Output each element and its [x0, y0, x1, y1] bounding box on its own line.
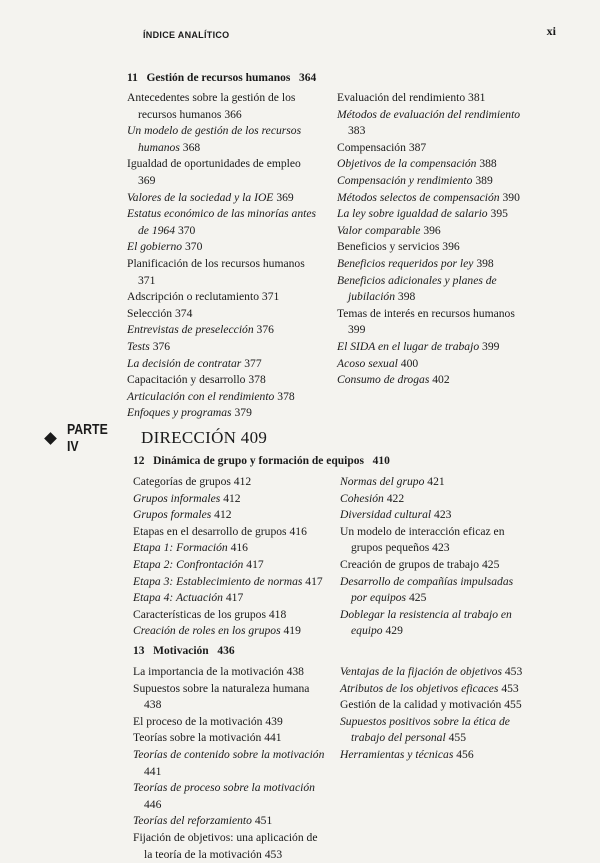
entry-page: 396 [442, 240, 460, 254]
entry-text: Compensación y rendimiento [337, 173, 473, 187]
index-entry [337, 239, 532, 256]
entry-page: 416 [230, 541, 248, 555]
entry-text: Beneficios adicionales y planes de jubilación [337, 273, 497, 304]
entry-page: 429 [385, 624, 403, 638]
entry-text: Estatus económico de las minorías antes de 1964 [127, 207, 317, 237]
entry-text: Evaluación del rendimiento [337, 91, 466, 104]
entry-text: Adscripción o reclutamiento [127, 290, 259, 304]
entry-page: 366 [224, 107, 242, 121]
index-entry [337, 156, 532, 173]
index-entry [340, 491, 532, 508]
entry-text: Teorías de contenido sobre la motivación [133, 747, 325, 761]
entry-page: 376 [152, 339, 171, 353]
ch11-left-column [127, 90, 319, 422]
entry-text: Diversidad cultural [340, 508, 432, 522]
entry-page: 419 [283, 624, 301, 638]
entry-text: Beneficios y servicios [337, 240, 440, 254]
part-label: PARTE IV [67, 421, 108, 455]
entry-text: Características de los grupos [133, 607, 266, 621]
index-entry [127, 123, 319, 156]
entry-page: 441 [264, 731, 282, 745]
entry-text: Etapa 2: Confrontación [133, 557, 244, 571]
entry-text: Consumo de drogas [337, 373, 430, 387]
entry-page: 389 [475, 173, 493, 187]
index-entry [340, 607, 532, 640]
index-entry [340, 681, 532, 698]
index-entry [133, 747, 325, 780]
ch13-left-column [133, 664, 325, 863]
entry-page: 441 [144, 764, 162, 778]
index-entry [133, 730, 325, 747]
index-entry [337, 223, 532, 240]
index-entry [127, 190, 319, 207]
index-entry [133, 491, 325, 508]
entry-text: Cohesión [340, 491, 384, 505]
entry-page: 399 [482, 339, 500, 353]
entry-page: 368 [182, 140, 201, 154]
index-entry [337, 256, 532, 273]
index-entry [127, 90, 319, 123]
entry-page: 455 [504, 698, 522, 712]
entry-text: La decisión de contratar [127, 356, 242, 370]
index-entry [127, 306, 319, 323]
chapter-11-heading: 11 Gestión de recursos humanos 364 [127, 72, 317, 84]
ch13-right-column [340, 664, 532, 764]
chapter-12-heading: 12 Dinámica de grupo y formación de equipos 410 [133, 455, 390, 467]
entry-page: 446 [144, 797, 162, 811]
entry-text: Tests [127, 339, 150, 353]
entry-text: Planificación de los recursos humanos [127, 256, 305, 270]
entry-page: 369 [276, 190, 294, 204]
entry-page: 396 [423, 223, 441, 237]
entry-page: 412 [214, 508, 232, 522]
entry-text: La ley sobre igualdad de salario [337, 207, 488, 221]
entry-text: Supuestos positivos sobre la ética de trabajo del personal [340, 714, 510, 745]
entry-text: Desarrollo de compañías impulsadas por equipos [340, 574, 514, 605]
entry-text: Creación de roles en los grupos [133, 624, 281, 638]
entry-page: 416 [289, 524, 307, 538]
index-entry [133, 623, 325, 640]
entry-page: 451 [254, 814, 273, 828]
entry-text: La importancia de la motivación [133, 665, 284, 678]
entry-text: Objetivos de la compensación [337, 157, 477, 171]
entry-text: El gobierno [127, 240, 183, 254]
index-entry [127, 322, 319, 339]
index-entry [133, 681, 325, 714]
entry-page: 422 [386, 491, 405, 505]
entry-page: 418 [268, 607, 287, 621]
index-entry [127, 156, 319, 189]
entry-page: 412 [233, 475, 252, 488]
entry-page: 423 [434, 508, 452, 522]
entry-page: 400 [400, 356, 419, 370]
entry-text: Un modelo de gestión de los recursos humanos [127, 124, 302, 154]
entry-page: 399 [348, 323, 366, 337]
entry-page: 453 [504, 665, 523, 678]
running-header: ÍNDICE ANALÍTICO [143, 30, 230, 40]
index-entry [133, 574, 325, 591]
chapter-13-heading: 13 Motivación 436 [133, 645, 235, 657]
index-entry [133, 540, 325, 557]
index-entry [127, 256, 319, 289]
index-entry [340, 524, 532, 557]
entry-page: 417 [305, 574, 323, 588]
entry-page: 398 [397, 290, 416, 304]
entry-text: Antecedentes sobre la gestión de los recursos humanos [127, 91, 296, 121]
part-title: DIRECCIÓN 409 [141, 428, 268, 447]
entry-text: Creación de grupos de trabajo [340, 557, 480, 571]
entry-text: Articulación con el rendimiento [127, 389, 275, 403]
index-entry [133, 664, 325, 681]
entry-text: Normas del grupo [340, 475, 425, 488]
entry-page: 438 [144, 698, 162, 712]
page-number: xi [546, 24, 556, 38]
entry-text: Gestión de la calidad y motivación [340, 698, 502, 712]
ch11-right-column [337, 90, 532, 389]
index-entry [337, 306, 532, 339]
index-entry [337, 140, 532, 157]
entry-page: 423 [432, 541, 450, 555]
index-entry [133, 714, 325, 731]
entry-text: Acoso sexual [337, 356, 398, 370]
entry-page: 370 [177, 223, 196, 237]
entry-text: Etapa 4: Actuación [133, 591, 223, 605]
entry-text: Temas de interés en recursos humanos [337, 306, 515, 320]
entry-page: 371 [261, 290, 280, 304]
entry-page: 455 [448, 731, 466, 745]
entry-text: Etapa 1: Formación [133, 541, 228, 555]
index-entry [340, 507, 532, 524]
entry-text: Un modelo de interacción eficaz en grupos pequeños [340, 524, 505, 555]
index-entry [337, 90, 532, 107]
entry-text: Grupos informales [133, 491, 221, 505]
entry-text: Enfoques y programas [127, 406, 232, 420]
index-entry [340, 697, 532, 714]
entry-text: Capacitación y desarrollo [127, 373, 246, 387]
diamond-bullet-icon [44, 432, 57, 445]
entry-text: Etapa 3: Establecimiento de normas [133, 574, 303, 588]
entry-page: 453 [264, 847, 283, 861]
entry-page: 456 [456, 747, 474, 761]
entry-page: 390 [502, 190, 520, 204]
entry-page: 395 [490, 207, 508, 221]
entry-text: Teorías sobre la motivación [133, 731, 262, 745]
entry-text: Métodos de evaluación del rendimiento [337, 107, 521, 121]
index-entry [337, 372, 532, 389]
entry-page: 417 [225, 591, 244, 605]
entry-text: Doblegar la resistencia al trabajo en equipo [340, 607, 512, 638]
index-entry [127, 372, 319, 389]
entry-page: 425 [481, 557, 500, 571]
entry-text: Entrevistas de preselección [127, 323, 254, 337]
index-entry [127, 389, 319, 406]
entry-page: 438 [286, 665, 304, 678]
index-entry [337, 356, 532, 373]
entry-page: 383 [348, 124, 366, 138]
index-entry [127, 239, 319, 256]
entry-text: Supuestos sobre la naturaleza humana [133, 681, 310, 695]
ch12-left-column [133, 474, 325, 640]
entry-page: 417 [246, 557, 264, 571]
entry-page: 453 [501, 681, 519, 695]
entry-text: Métodos selectos de compensación [337, 190, 500, 204]
entry-page: 388 [479, 157, 497, 171]
index-entry [340, 714, 532, 747]
index-entry [340, 574, 532, 607]
index-entry [340, 664, 532, 681]
part-heading [46, 421, 267, 455]
entry-text: Igualdad de oportunidades de empleo [127, 157, 301, 171]
entry-text: El SIDA en el lugar de trabajo [337, 339, 480, 353]
entry-page: 412 [223, 491, 241, 505]
index-entry [127, 339, 319, 356]
index-entry [337, 273, 532, 306]
entry-page: 374 [174, 306, 193, 320]
entry-text: Categorías de grupos [133, 475, 231, 488]
entry-page: 376 [256, 323, 274, 337]
index-entry [337, 339, 532, 356]
entry-page: 369 [138, 173, 156, 187]
index-entry [133, 780, 325, 813]
entry-page: 370 [184, 240, 203, 254]
index-entry [337, 173, 532, 190]
index-entry [337, 206, 532, 223]
index-entry [340, 557, 532, 574]
index-entry [340, 747, 532, 764]
entry-text: Selección [127, 306, 173, 320]
entry-page: 425 [408, 591, 427, 605]
index-entry [133, 830, 325, 863]
entry-page: 439 [265, 714, 283, 728]
index-entry [127, 289, 319, 306]
entry-text: Grupos formales [133, 508, 212, 522]
index-entry [337, 107, 532, 140]
index-entry [133, 813, 325, 830]
entry-page: 402 [432, 373, 450, 387]
index-entry [133, 507, 325, 524]
entry-text: Beneficios requeridos por ley [337, 256, 474, 270]
entry-text: Valores de la sociedad y la IOE [127, 190, 274, 204]
entry-page: 381 [468, 91, 486, 104]
entry-text: Valor comparable [337, 223, 421, 237]
entry-text: Herramientas y técnicas [340, 747, 454, 761]
index-entry [340, 474, 532, 491]
entry-text: Compensación [337, 140, 406, 154]
index-entry [133, 557, 325, 574]
entry-text: Atributos de los objetivos eficaces [340, 681, 499, 695]
index-entry [127, 206, 319, 239]
entry-page: 398 [476, 256, 494, 270]
index-entry [133, 524, 325, 541]
index-entry [133, 607, 325, 624]
entry-text: El proceso de la motivación [133, 714, 263, 728]
entry-page: 387 [408, 140, 427, 154]
index-entry [337, 190, 532, 207]
index-entry [127, 356, 319, 373]
entry-text: Ventajas de la fijación de objetivos [340, 665, 502, 678]
entry-page: 377 [244, 356, 262, 370]
entry-text: Fijación de objetivos: una aplicación de la teoría de la motivación [133, 830, 318, 861]
entry-page: 371 [138, 273, 156, 287]
index-entry [133, 474, 325, 491]
index-entry [133, 590, 325, 607]
entry-page: 421 [427, 475, 445, 488]
entry-text: Teorías de proceso sobre la motivación [133, 781, 315, 795]
entry-page: 378 [248, 373, 266, 387]
ch12-right-column [340, 474, 532, 640]
index-entry [127, 405, 319, 422]
entry-page: 378 [277, 389, 295, 403]
entry-page: 379 [234, 406, 252, 420]
entry-text: Teorías del reforzamiento [133, 814, 252, 828]
entry-text: Etapas en el desarrollo de grupos [133, 524, 287, 538]
